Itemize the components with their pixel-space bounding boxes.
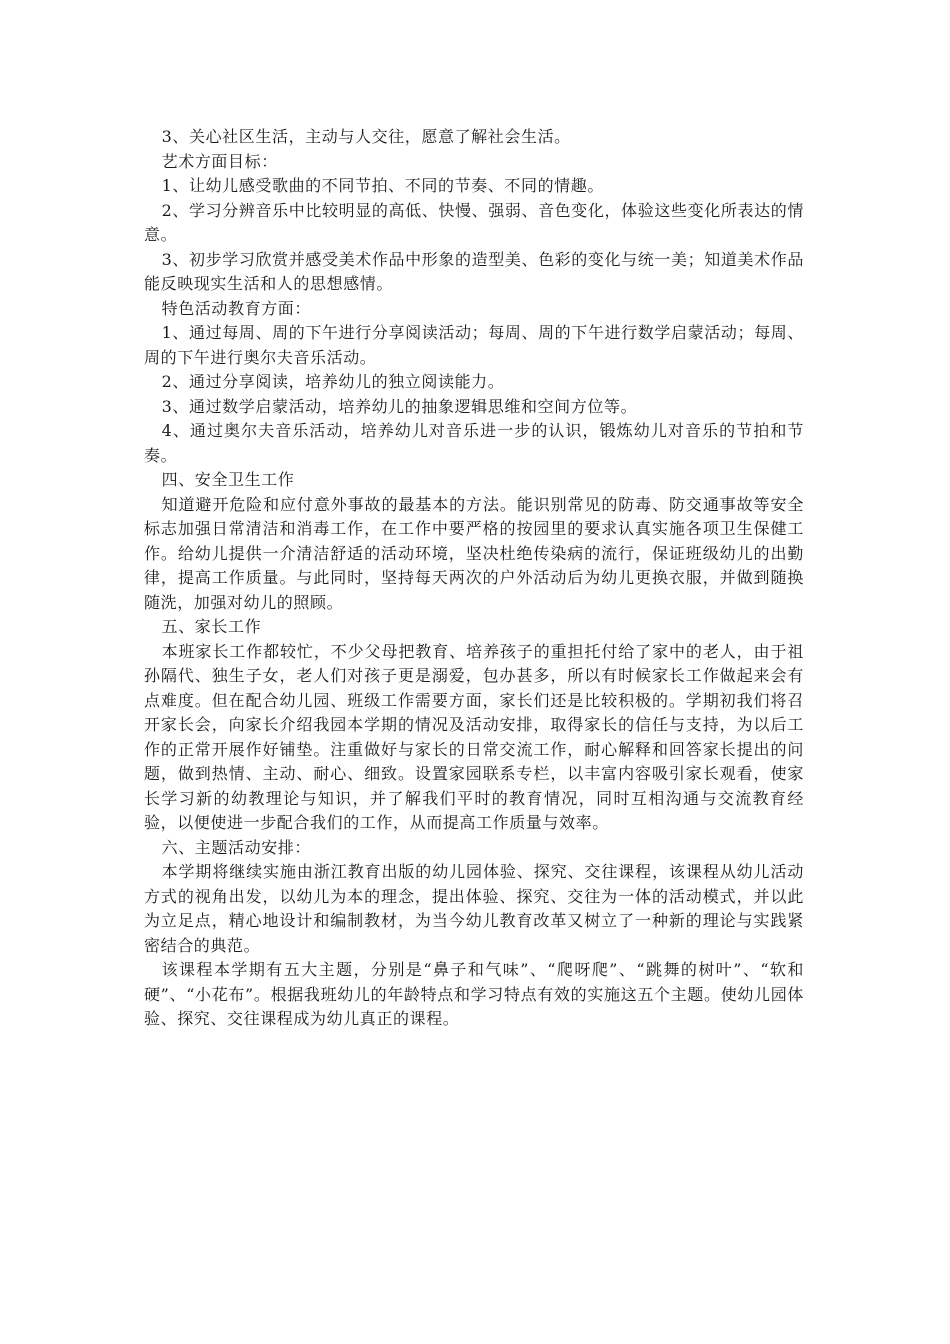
paragraph-special-activity-2: 2、通过分享阅读，培养幼儿的独立阅读能力。 [161,372,505,391]
paragraph-social-goal-3: 3、关心社区生活，主动与人交往，愿意了解社会生活。 [161,127,571,146]
paragraph-safety-hygiene: 知道避开危险和应付意外事故的最基本的方法。能识别常见的防毒、防交通事故等安全标志加强日常清洁和消毒工作，在工作中要严格的按园里的要求认真实施各项卫生保健工作。给幼儿提供一介清洁舒适的活动环境，坚决杜绝传染病的流行，保证班级幼儿的出勤律，提高工作质量。与此同时，坚持每天两次的户外活动后为幼儿更换衣服，并做到随换随洗，加强对幼儿的照顾。 [144,494,804,612]
document-body [144,125,804,1032]
heading-special-activities: 特色活动教育方面： [161,298,311,318]
paragraph-art-goal-3: 3、初步学习欣赏并感受美术作品中形象的造型美、色彩的变化与统一美；知道美术作品能反映现实生活和人的思想感情。 [144,249,804,293]
paragraph-theme-activities-2: 该课程本学期有五大主题，分别是“鼻子和气味”、“爬呀爬”、“跳舞的树叶”、“软和硬”、“小花布”。根据我班幼儿的年龄特点和学习特点有效的实施这五个主题。使幼儿园体验、探究、交往课程成为幼儿真正的课程。 [144,960,804,1028]
paragraph-theme-activities-1: 本学期将继续实施由浙江教育出版的幼儿园体验、探究、交往课程，该课程从幼儿活动方式的视角出发，以幼儿为本的理念，提出体验、探究、交往为一体的活动模式，并以此为立足点，精心地设计和编制教材，为当今幼儿教育改革又树立了一种新的理论与实践紧密结合的典范。 [144,862,804,955]
paragraph-art-goal-1: 1、让幼儿感受歌曲的不同节拍、不同的节奏、不同的情趣。 [161,176,604,195]
heading-art-goals: 艺术方面目标： [161,151,278,171]
heading-safety-hygiene: 四、安全卫生工作 [161,470,295,489]
heading-theme-activities: 六、主题活动安排： [161,837,311,857]
paragraph-special-activity-4: 4、通过奥尔夫音乐活动，培养幼儿对音乐进一步的认识，锻炼幼儿对音乐的节拍和节奏。 [144,421,804,465]
paragraph-special-activity-3: 3、通过数学启蒙活动，培养幼儿的抽象逻辑思维和空间方位等。 [161,396,638,416]
paragraph-art-goal-2: 2、学习分辨音乐中比较明显的高低、快慢、强弱、音色变化，体验这些变化所表达的情意。 [144,200,804,244]
paragraph-parent-work: 本班家长工作都较忙，不少父母把教育、培养孩子的重担托付给了家中的老人，由于祖孙隔代、独生子女，老人们对孩子更是溺爱，包办甚多，所以有时候家长工作做起来会有点难度。但在配合幼儿园、班级工作需要方面，家长们还是比较积极的。学期初我们将召开家长会，向家长介绍我园本学期的情况及活动安排，取得家长的信任与支持，为以后工作的正常开展作好铺垫。注重做好与家长的日常交流工作，耐心解释和回答家长提出的问题，做到热情、主动、耐心、细致。设置家园联系专栏，以丰富内容吸引家长观看，使家长学习新的幼教理论与知识，并了解我们平时的教育情况，同时互相沟通与交流教育经验，以便使进一步配合我们的工作，从而提高工作质量与效率。 [144,641,804,832]
paragraph-special-activity-1: 1、通过每周、周的下午进行分享阅读活动；每周、周的下午进行数学启蒙活动；每周、周的下午进行奥尔夫音乐活动。 [144,323,804,367]
heading-parent-work: 五、家长工作 [161,617,262,636]
